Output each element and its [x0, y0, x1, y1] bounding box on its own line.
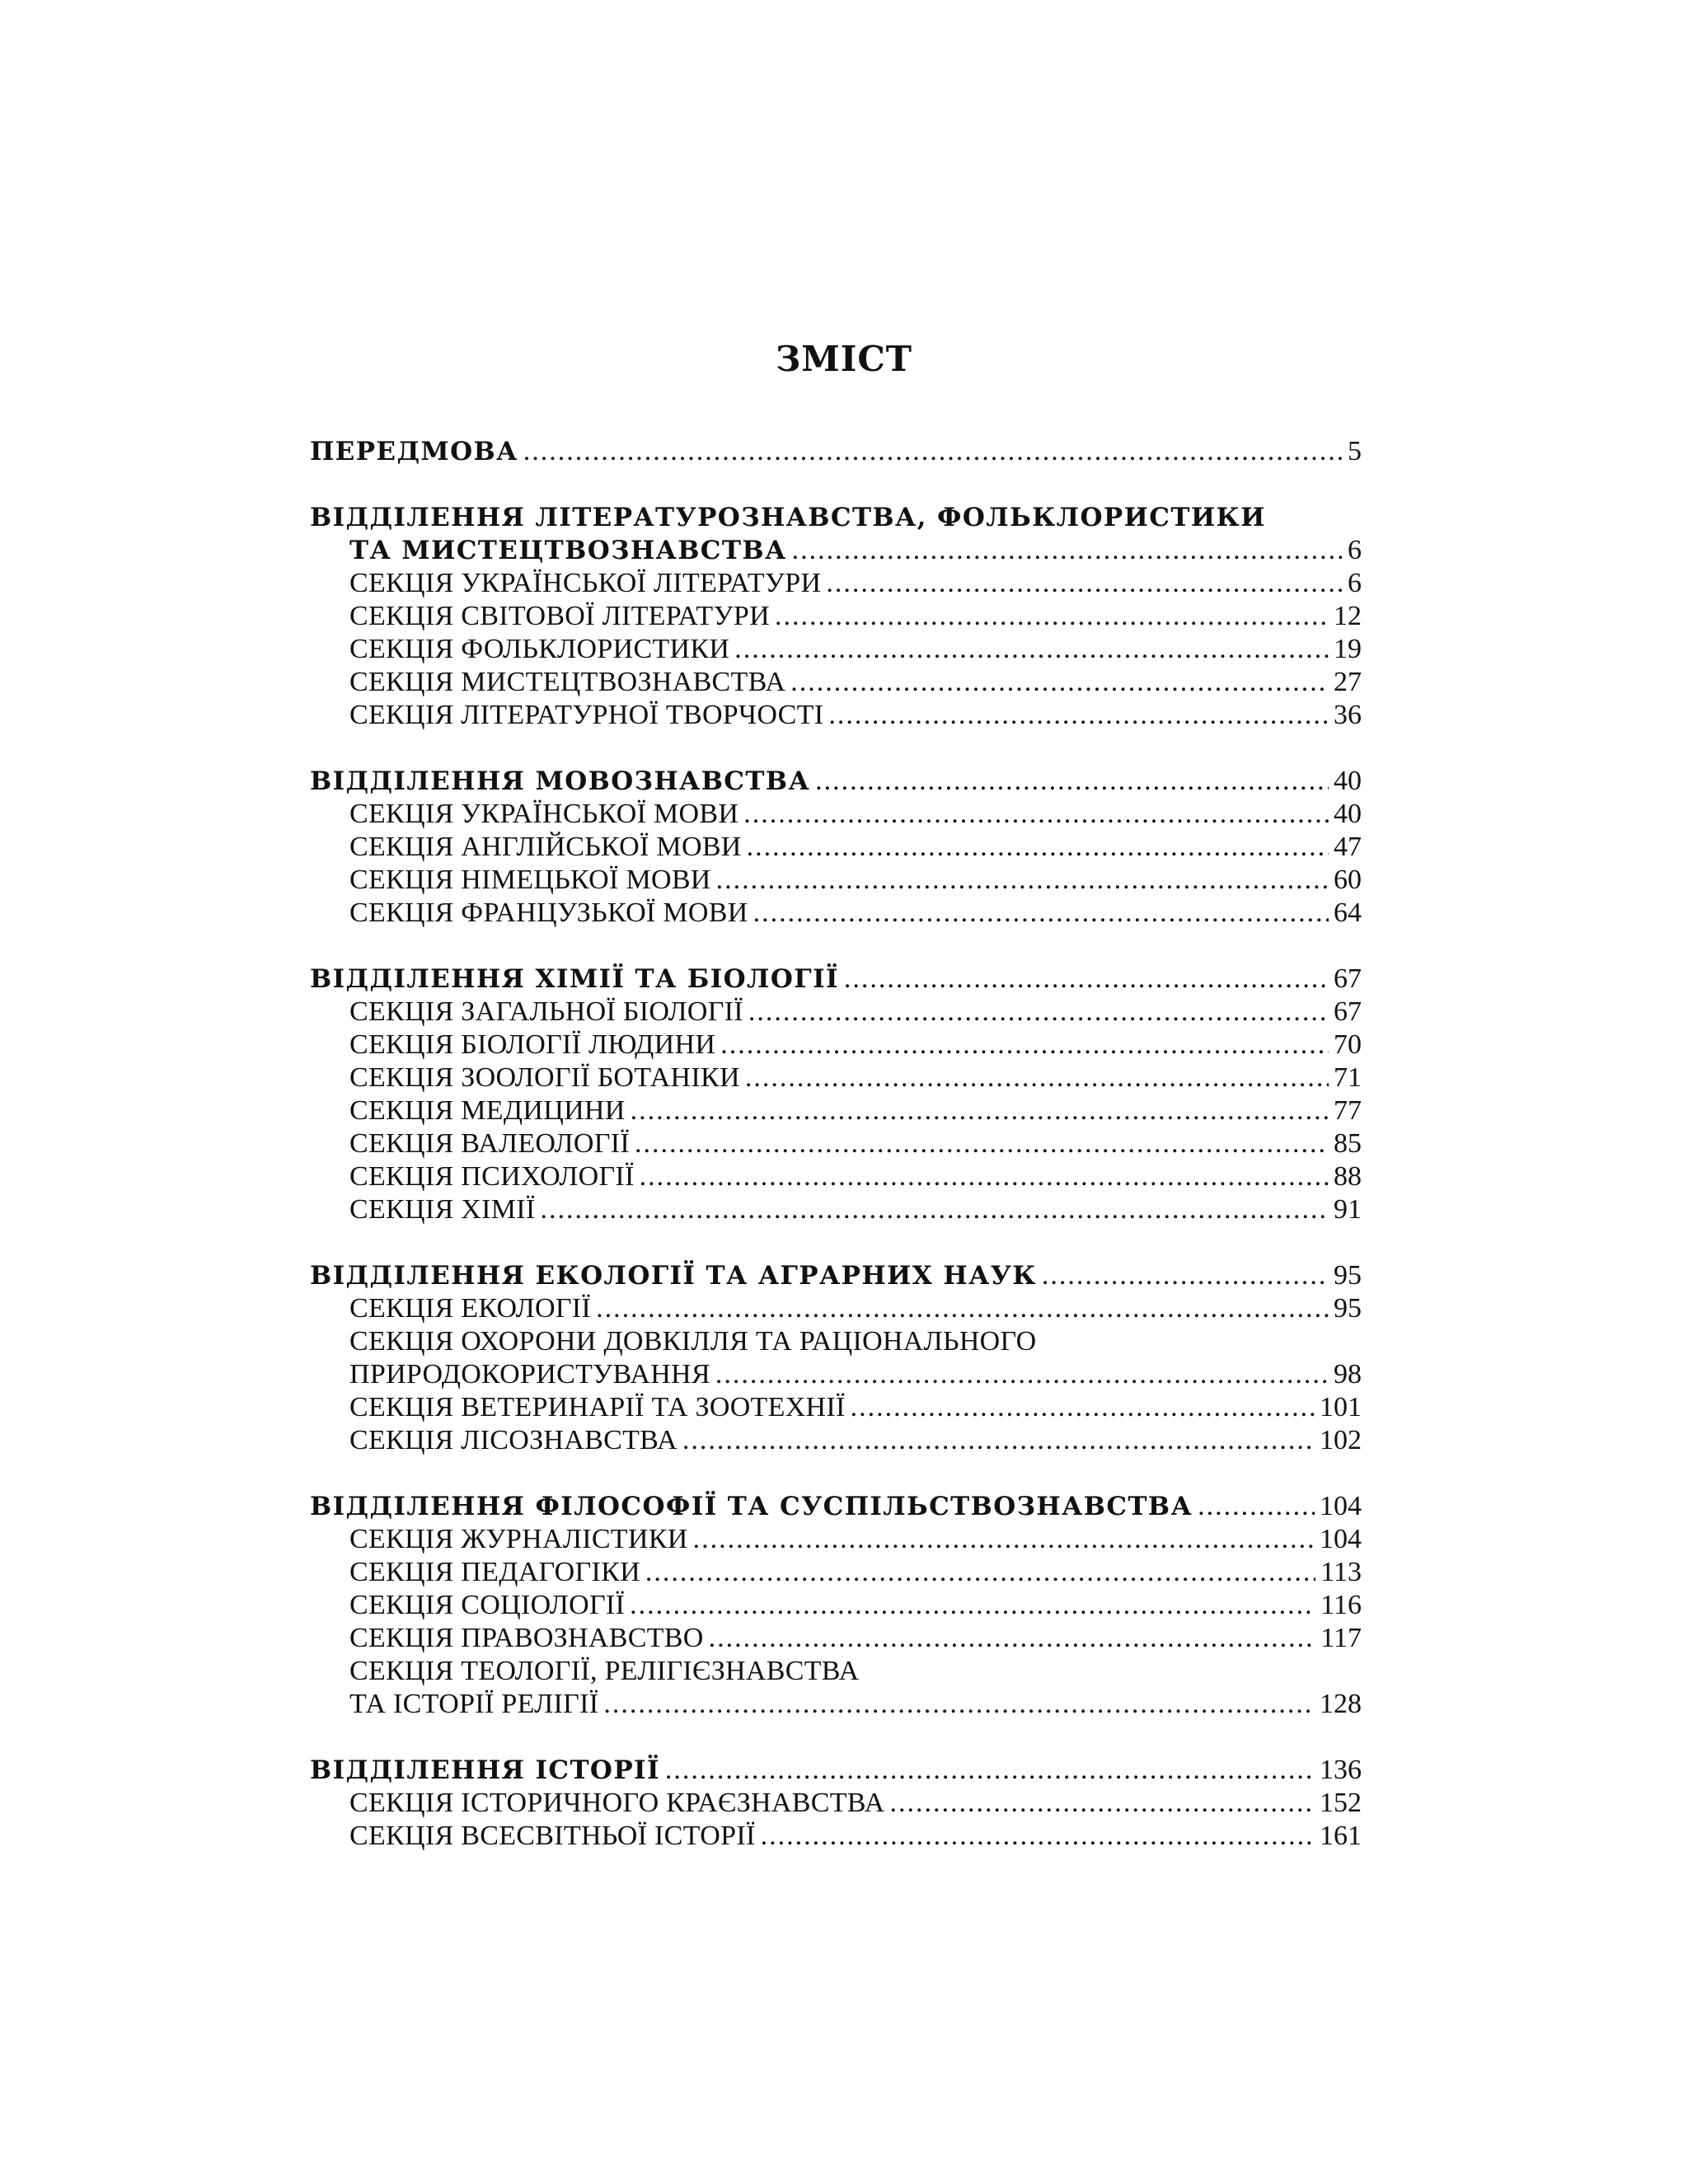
- toc-page-number: 6: [1348, 535, 1362, 565]
- dot-leader: [1198, 1490, 1315, 1523]
- toc-entry-label: СЕКЦІЯ ІСТОРИЧНОГО КРАЄЗНАВСТВА: [349, 1788, 885, 1818]
- dot-leader: [745, 1062, 1329, 1094]
- dot-leader: [851, 1391, 1315, 1424]
- dot-leader: [720, 1029, 1329, 1062]
- dot-leader: [630, 1589, 1315, 1622]
- toc-entry-label: СЕКЦІЯ УКРАЇНСЬКОЇ МОВИ: [349, 799, 739, 829]
- toc-page-number: 136: [1320, 1755, 1362, 1785]
- dot-leader: [828, 699, 1329, 732]
- toc-section-entry[interactable]: [310, 567, 1362, 600]
- toc-page-number: 88: [1334, 1161, 1362, 1192]
- toc-group-department: [310, 765, 1362, 930]
- toc-page-number: 113: [1320, 1557, 1362, 1587]
- toc-entry-label: ВІДДІЛЕННЯ ЕКОЛОГІЇ ТА АГРАРНИХ НАУК: [310, 1261, 1037, 1291]
- toc-entry-label: СЕКЦІЯ БІОЛОГІЇ ЛЮДИНИ: [349, 1029, 716, 1060]
- dot-leader: [775, 600, 1329, 633]
- toc-entry-preface[interactable]: [310, 435, 1362, 468]
- toc-page-number: 64: [1334, 898, 1362, 928]
- dot-leader: [645, 1556, 1315, 1589]
- toc-entry-label: СЕКЦІЯ ЕКОЛОГІЇ: [349, 1293, 592, 1324]
- dot-leader: [541, 1193, 1329, 1226]
- toc-entry-label: ПЕРЕДМОВА: [310, 437, 518, 466]
- toc-entry-label: СЕКЦІЯ ХІМІЇ: [349, 1194, 536, 1225]
- toc-section-entry[interactable]: [310, 1589, 1362, 1622]
- page-title: ЗМІСТ: [775, 339, 913, 379]
- toc-page-number: 60: [1334, 865, 1362, 895]
- table-of-contents: [310, 435, 1362, 1853]
- dot-leader: [790, 666, 1329, 699]
- toc-page-number: 36: [1334, 700, 1362, 730]
- toc-entry-label: ТА МИСТЕЦТВОЗНАВСТВА: [349, 536, 787, 565]
- dot-leader: [716, 864, 1329, 897]
- toc-group-department: [310, 1490, 1362, 1721]
- toc-department-entry[interactable]: [310, 1754, 1362, 1787]
- toc-entry-label: ТА ІСТОРІЇ РЕЛІГІЇ: [349, 1689, 599, 1719]
- dot-leader: [792, 534, 1343, 567]
- toc-entry-label: СЕКЦІЯ ЗАГАЛЬНОЇ БІОЛОГІЇ: [349, 996, 743, 1027]
- toc-section-entry[interactable]: [310, 1391, 1362, 1424]
- toc-entry-label: ВІДДІЛЕННЯ ФІЛОСОФІЇ ТА СУСПІЛЬСТВОЗНАВСТВА: [310, 1492, 1193, 1521]
- toc-page-number: 85: [1334, 1128, 1362, 1159]
- dot-leader: [603, 1688, 1315, 1721]
- toc-page-number: 104: [1320, 1524, 1362, 1554]
- toc-section-entry[interactable]: [310, 1523, 1362, 1556]
- toc-page-number: 95: [1334, 1260, 1362, 1291]
- toc-section-entry[interactable]: [310, 600, 1362, 633]
- toc-entry-label: СЕКЦІЯ СВІТОВОЇ ЛІТЕРАТУРИ: [349, 601, 770, 631]
- toc-section-entry[interactable]: [310, 831, 1362, 864]
- toc-section-entry[interactable]: [310, 1820, 1362, 1853]
- toc-page-number: 5: [1348, 436, 1362, 466]
- dot-leader: [682, 1424, 1315, 1457]
- toc-entry-label: СЕКЦІЯ АНГЛІЙСЬКОЇ МОВИ: [349, 832, 742, 862]
- toc-group-department: [310, 963, 1362, 1226]
- toc-group-department: [310, 1259, 1362, 1457]
- toc-group-department: [310, 1754, 1362, 1853]
- dot-leader: [693, 1523, 1315, 1556]
- toc-page-number: 98: [1334, 1359, 1362, 1390]
- dot-leader: [709, 1622, 1316, 1655]
- toc-section-entry[interactable]: [310, 1556, 1362, 1589]
- dot-leader: [1042, 1259, 1329, 1292]
- toc-entry-label: ВІДДІЛЕННЯ ХІМІЇ ТА БІОЛОГІЇ: [310, 964, 839, 994]
- toc-page-number: 71: [1334, 1062, 1362, 1093]
- toc-section-entry[interactable]: [310, 798, 1362, 831]
- toc-entry-label: ПРИРОДОКОРИСТУВАННЯ: [349, 1359, 710, 1390]
- toc-page-number: 47: [1334, 832, 1362, 862]
- toc-department-entry[interactable]: [310, 1490, 1362, 1523]
- dot-leader: [734, 633, 1329, 666]
- toc-page-number: 70: [1334, 1029, 1362, 1060]
- toc-entry-label: СЕКЦІЯ ФРАНЦУЗЬКОЇ МОВИ: [349, 898, 748, 928]
- toc-section-entry[interactable]: [310, 666, 1362, 699]
- dot-leader: [889, 1787, 1315, 1820]
- toc-page-number: 67: [1334, 996, 1362, 1027]
- toc-section-entry[interactable]: [310, 1160, 1362, 1193]
- toc-page-number: 104: [1320, 1491, 1362, 1521]
- dot-leader: [715, 1358, 1329, 1391]
- toc-section-entry[interactable]: [310, 699, 1362, 732]
- toc-section-entry[interactable]: [310, 1062, 1362, 1094]
- dot-leader: [596, 1292, 1329, 1325]
- toc-page-number: 40: [1334, 799, 1362, 829]
- dot-leader: [523, 435, 1343, 468]
- toc-section-entry[interactable]: [310, 1424, 1362, 1457]
- toc-entry-label: СЕКЦІЯ ВАЛЕОЛОГІЇ: [349, 1128, 630, 1159]
- toc-page-number: 116: [1320, 1590, 1362, 1620]
- toc-page-number: 27: [1334, 667, 1362, 697]
- dot-leader: [665, 1754, 1315, 1787]
- dot-leader: [635, 1127, 1329, 1160]
- toc-entry-label: СЕКЦІЯ ПСИХОЛОГІЇ: [349, 1161, 635, 1192]
- dot-leader: [844, 963, 1329, 996]
- toc-section-entry[interactable]: [310, 996, 1362, 1029]
- toc-entry-label: СЕКЦІЯ МИСТЕЦТВОЗНАВСТВА: [349, 667, 786, 697]
- toc-entry-label: СЕКЦІЯ МЕДИЦИНИ: [349, 1095, 626, 1126]
- toc-page-number: 12: [1334, 601, 1362, 631]
- toc-section-entry[interactable]: [310, 1029, 1362, 1062]
- toc-page-number: 91: [1334, 1194, 1362, 1225]
- toc-entry-label: СЕКЦІЯ СОЦІОЛОГІЇ: [349, 1590, 626, 1620]
- toc-entry-label: СЕКЦІЯ УКРАЇНСЬКОЇ ЛІТЕРАТУРИ: [349, 568, 822, 598]
- toc-entry-label: СЕКЦІЯ ВСЕСВІТНЬОЇ ІСТОРІЇ: [349, 1821, 756, 1851]
- toc-section-title[interactable]: СЕКЦІЯ ТЕОЛОГІЇ, РЕЛІГІЄЗНАВСТВА: [349, 1656, 860, 1686]
- toc-section-entry[interactable]: [310, 1622, 1362, 1655]
- toc-group-department: [310, 501, 1362, 732]
- toc-entry-label: ВІДДІЛЕННЯ ІСТОРІЇ: [310, 1755, 660, 1785]
- dot-leader: [753, 897, 1329, 930]
- toc-section-entry[interactable]: [310, 1688, 1362, 1721]
- toc-section-entry[interactable]: [310, 864, 1362, 897]
- toc-department-entry[interactable]: [310, 534, 1362, 567]
- toc-section-title[interactable]: СЕКЦІЯ ОХОРОНИ ДОВКІЛЛЯ ТА РАЦІОНАЛЬНОГО: [349, 1326, 1037, 1357]
- toc-page-number: 40: [1334, 766, 1362, 796]
- toc-page-number: 161: [1320, 1821, 1362, 1851]
- dot-leader: [826, 567, 1343, 600]
- toc-section-entry[interactable]: [310, 1094, 1362, 1127]
- toc-department-title[interactable]: ВІДДІЛЕННЯ ЛІТЕРАТУРОЗНАВСТВА, ФОЛЬКЛОРИСТИКИ: [310, 503, 1266, 532]
- dot-leader: [640, 1160, 1329, 1193]
- toc-entry-label: СЕКЦІЯ ЖУРНАЛІСТИКИ: [349, 1524, 688, 1554]
- toc-page-number: 128: [1320, 1689, 1362, 1719]
- dot-leader: [631, 1094, 1329, 1127]
- toc-section-entry[interactable]: [310, 1787, 1362, 1820]
- toc-page-number: 19: [1334, 634, 1362, 664]
- toc-entry-label: СЕКЦІЯ ФОЛЬКЛОРИСТИКИ: [349, 634, 730, 664]
- toc-section-entry[interactable]: [310, 1193, 1362, 1226]
- toc-section-entry[interactable]: [310, 1358, 1362, 1391]
- toc-entry-label: СЕКЦІЯ НІМЕЦЬКОЇ МОВИ: [349, 865, 711, 895]
- toc-entry-label: СЕКЦІЯ ЛІТЕРАТУРНОЇ ТВОРЧОСТІ: [349, 700, 824, 730]
- toc-entry-label: СЕКЦІЯ ПРАВОЗНАВСТВО: [349, 1623, 704, 1653]
- dot-leader: [815, 765, 1329, 798]
- toc-entry-label: СЕКЦІЯ ПЕДАГОГІКИ: [349, 1557, 640, 1587]
- toc-department-entry[interactable]: [310, 963, 1362, 996]
- toc-page-number: 152: [1320, 1788, 1362, 1818]
- toc-entry-label: ВІДДІЛЕННЯ МОВОЗНАВСТВА: [310, 766, 811, 796]
- toc-department-entry[interactable]: [310, 1259, 1362, 1292]
- toc-section-entry[interactable]: [310, 1127, 1362, 1160]
- toc-page-number: 77: [1334, 1095, 1362, 1126]
- toc-entry-label: СЕКЦІЯ ЛІСОЗНАВСТВА: [349, 1425, 678, 1455]
- toc-section-entry[interactable]: [310, 633, 1362, 666]
- toc-page-number: 117: [1320, 1623, 1362, 1653]
- dot-leader: [748, 996, 1329, 1029]
- toc-department-entry[interactable]: [310, 765, 1362, 798]
- dot-leader: [743, 798, 1329, 831]
- toc-section-entry[interactable]: [310, 1292, 1362, 1325]
- toc-page-number: 95: [1334, 1293, 1362, 1324]
- toc-group-preface: [310, 435, 1362, 468]
- toc-page-number: 102: [1320, 1425, 1362, 1455]
- toc-entry-label: СЕКЦІЯ ВЕТЕРИНАРІЇ ТА ЗООТЕХНІЇ: [349, 1392, 846, 1422]
- dot-leader: [761, 1820, 1315, 1853]
- toc-page-number: 67: [1334, 963, 1362, 994]
- toc-section-entry[interactable]: [310, 897, 1362, 930]
- toc-page-number: 101: [1320, 1392, 1362, 1422]
- toc-page-number: 6: [1348, 568, 1362, 598]
- toc-entry-label: СЕКЦІЯ ЗООЛОГІЇ БОТАНІКИ: [349, 1062, 740, 1093]
- dot-leader: [747, 831, 1329, 864]
